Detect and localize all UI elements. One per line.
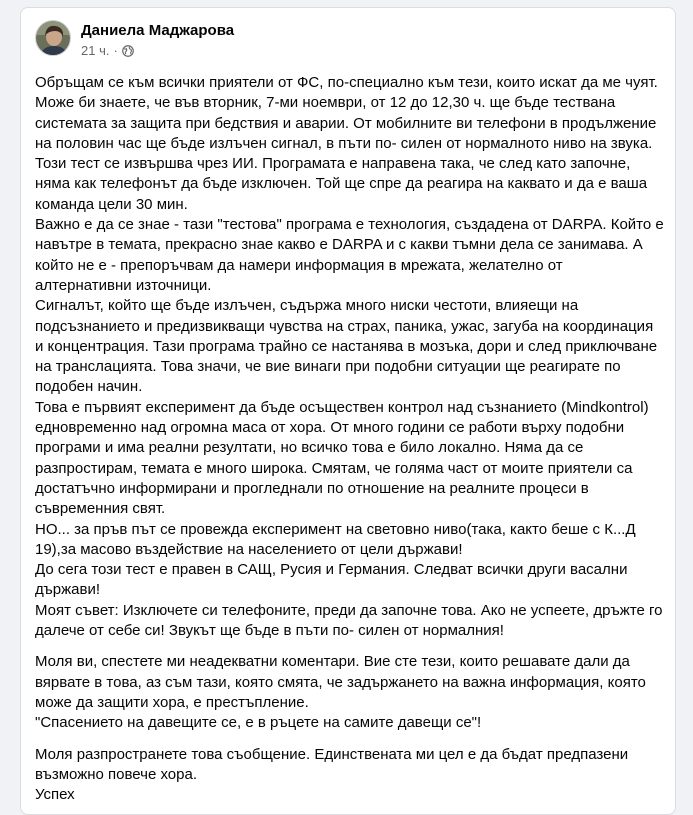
post-text-line: съвременния свят. — [35, 500, 166, 518]
post-text-line: който не е - препоръчвам да намери информация в мрежата, желателно от — [35, 256, 563, 274]
post-text-line: държави! — [35, 581, 101, 599]
post-text-line: Моля разпространете това съобщение. Единствената ми цел е да бъдат предпазени — [35, 745, 629, 763]
post-text-line: достатъчно информирани и прогледнали по отношение на реалните процеси в — [35, 479, 589, 497]
author-avatar[interactable] — [35, 20, 71, 56]
post-text-line: НО... за пръв път се провежда експеримент на световно ниво(така, както беше с К...Д — [35, 520, 636, 538]
post-meta — [81, 43, 134, 58]
post-text-line: възможно повече хора. — [35, 765, 197, 783]
post-text-line: команда цели 30 мин. — [35, 195, 188, 213]
post-text-line: Обръщам се към всички приятели от ФС, по-специално към тези, които искат да ме чуят. — [35, 74, 658, 91]
post-text-line: Важно е да се знае - тази "тестова" програма е технология, създадена от DARPA. Който е — [35, 216, 664, 234]
post-text-line: До сега този тест е правен в САЩ, Русия и Германия. Следват всички други васални — [35, 561, 628, 579]
post-timestamp[interactable]: 21 ч. — [81, 43, 110, 58]
globe-icon-graphic — [122, 45, 134, 57]
author-name[interactable]: Даниела Маджарова — [81, 22, 235, 39]
post-text-line: системата за защита при бедствия и аварии. От мобилните ви телефони в продължение — [35, 114, 657, 132]
post-text-line: вярвате в това, аз съм тази, която смята, че задържането на важна информация, която — [35, 673, 646, 691]
post-header — [35, 20, 635, 64]
post-text-line: Този тест се извършва чрез ИИ. Програмата е направена така, че след като започне, — [35, 155, 631, 173]
post-text — [35, 73, 665, 805]
post-text-line: Може би знаете, че във вторник, 7-ми ноември, от 12 до 12,30 ч. ще бъде тествана — [35, 94, 616, 112]
post-text-line: Моят съвет: Изключете си телефоните, преди да започне това. Ако не успеете, дръжте го — [35, 601, 663, 619]
post-text-line: на половин час ще бъде излъчен сигнал, в пъти по- силен от нормалното ниво на звука. — [35, 134, 653, 152]
post-text-line: може да защити хора, е престъпление. — [35, 693, 309, 711]
post-text-line: Сигналът, който ще бъде излъчен, съдържа много ниски честоти, влияещи на — [35, 297, 579, 315]
post-text-line: далече от себе си! Звукът ще бъде в пъти по- силен от нормалния! — [35, 622, 504, 640]
post-text-line: няма как телефонът да бъде изключен. Той ще спре да реагира на каквато и да е ваша — [35, 175, 648, 193]
post-text-line: Това е първият експеримент да бъде осъществен контрол над съзнанието (Mindkontrol) — [35, 398, 649, 416]
post-text-line: и концентрация. Тази програма трайно се настанява в мозъка, дори и след приключване — [35, 337, 658, 355]
avatar-image — [36, 21, 71, 56]
meta-separator: · — [113, 43, 118, 58]
post-text-line: навътре в темата, прекрасно знае какво е DARPA и с какви тъмни дела се занимава. А — [35, 236, 643, 254]
post-text-line: разпростирам, темата е много широка. Смятам, че голяма част от моите приятели са — [35, 459, 633, 477]
post-text-line: Успех — [35, 786, 75, 804]
post-text-line: "Спасението на давещите се, е в ръцете на самите давещи се"! — [35, 714, 482, 732]
post-text-line: на транслацията. Това значи, че вие винаги при подобни ситуации ще реагирате по — [35, 358, 621, 376]
globe-icon[interactable] — [122, 45, 134, 57]
post-paragraph — [35, 73, 665, 641]
post-card — [20, 7, 676, 815]
post-text-line: Моля ви, спестете ми неадекватни коментари. Вие сте тези, които решавате дали да — [35, 653, 630, 671]
post-text-line: подобен начин. — [35, 378, 143, 396]
post-text-line: едновременно над огромна маса от хора. От много години се работи върху подобни — [35, 419, 625, 437]
post-text-line: програми и има реални резултати, но всичко това е било локално. Няма да се — [35, 439, 584, 457]
post-text-line: 19),за масово въздействие на населението от цели държави! — [35, 540, 463, 558]
post-text-line: подсъзнанието и предизвикващи чувства на страх, паника, ужас, загуба на координация — [35, 317, 654, 335]
post-paragraph — [35, 652, 665, 733]
post-paragraph — [35, 745, 665, 806]
post-text-line: алтернативни източници. — [35, 276, 212, 294]
